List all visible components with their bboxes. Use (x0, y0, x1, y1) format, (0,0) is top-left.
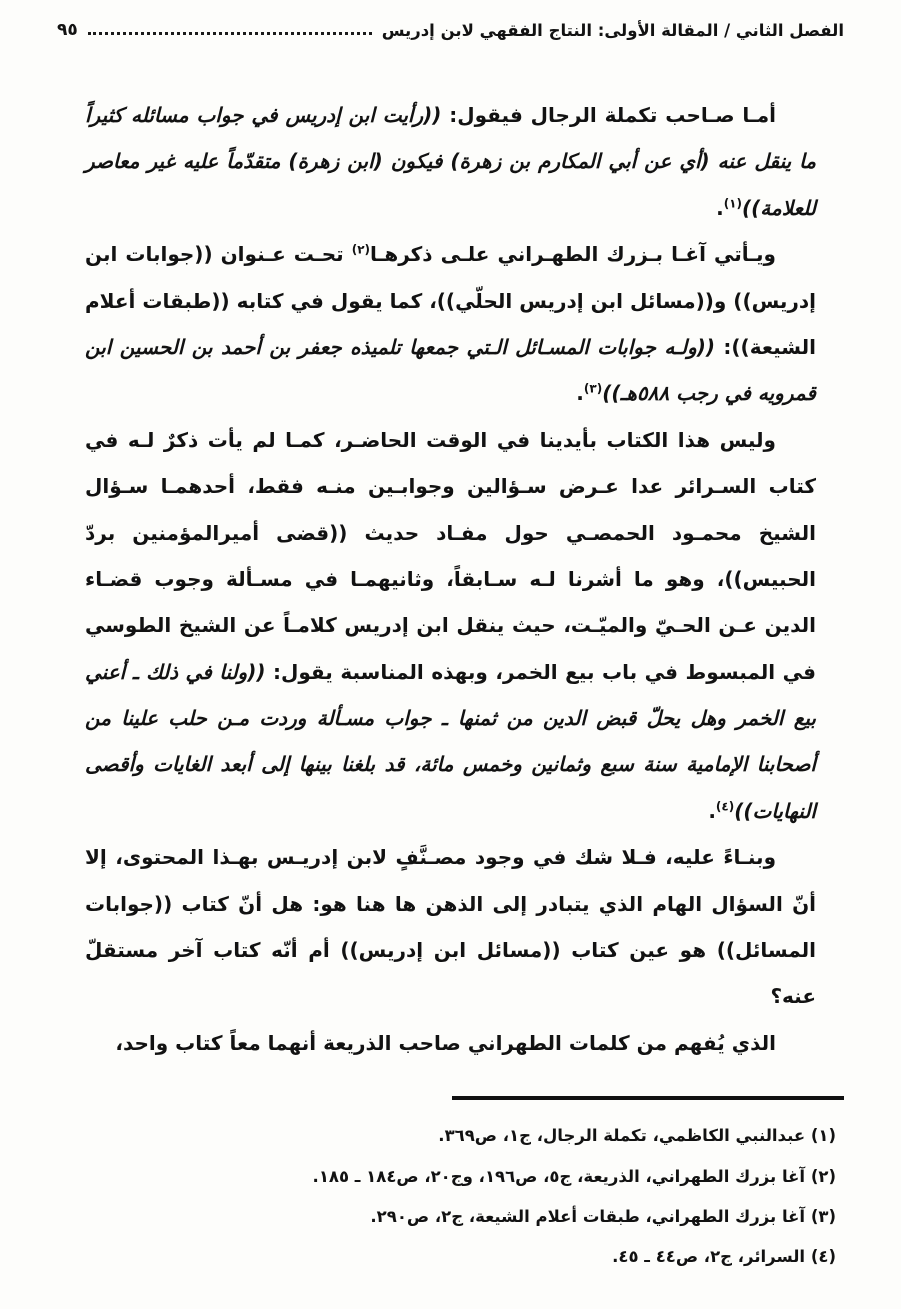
text-run: الذي يُفهم من كلمات الطهراني صاحب الذريعة أنهما معاً كتاب واحد، (115, 1030, 776, 1055)
running-header (57, 20, 844, 40)
text-run: أمـا صـاحب تكملة الرجال فيقول: (441, 103, 776, 127)
footnote-item: (١) عبدالنبي الكاظمي، تكملة الرجال، ج١، ص٣٦٩. (438, 1126, 836, 1146)
text-run: . (576, 381, 584, 406)
text-run: . (708, 798, 716, 823)
body-text (57, 92, 844, 1066)
paragraph (85, 231, 816, 417)
paragraph (85, 834, 816, 1020)
page-number: ٩٥ (57, 20, 78, 40)
footnote-item: (٣) آغا بزرك الطهراني، طبقات أعلام الشيعة، ج٢، ص٢٩٠. (370, 1207, 836, 1227)
paragraph (85, 1020, 816, 1066)
text-run: ((رأيت ابن إدريس في جواب مسائله كثيراً ما ينقل عنه (أي عن أبي المكارم بن زهرة) فيكون (ابن زهرة) متقدّماً عليه غير معاصر للعلامة)) (85, 103, 816, 220)
paragraph (85, 417, 816, 835)
text-run: . (716, 195, 724, 220)
text-run: وبنـاءً عليه، فـلا شك في وجود مصـنَّفٍ لابن إدريـس بهـذا المحتوى، إلا أنّ السؤال الهام الذي يتبادر إلى الذهن ها هنا هو: هل أنّ كتاب ((جوابات المسائل)) هو عين كتاب ((مسائل ابن إدريس)) أم أنّه كتاب آخر مستقلّ عنه؟ (85, 845, 816, 1009)
footnote-marker: (٣) (583, 381, 603, 396)
text-run: تحـت عـنوان ((جوابات ابن إدريس)) و((مسائل ابن إدريس الحلّي))، كما يقول في كتابه ((طبقات أعلام الشيعة)): (85, 242, 816, 359)
paragraph (85, 92, 816, 231)
footnote-item: (٤) السرائر، ج٢، ص٤٤ ـ ٤٥. (612, 1247, 836, 1267)
footnote-separator (452, 1096, 844, 1100)
text-run: ((ولنا في ذلك ـ أعني بيع الخمر وهل يحلّ قبض الدين من ثمنها ـ جواب مسـألة وردت مـن حلب علينا من أصحابنا الإمامية سنة سبع وثمانين وخمس مائة، قد بلغنا بينها إلى أبعد الغايات وأقصى النهايات)) (85, 659, 816, 823)
footnote-marker: (٢) (351, 242, 370, 257)
footnotes (57, 1116, 844, 1278)
footnote-marker: (٤) (715, 799, 735, 814)
dotted-leader (88, 31, 372, 35)
text-run: ((ولـه جوابات المسـائل الـتي جمعها تلميذه جعفر بن أحمد بن الحسين ابن قمرويه في رجب ٥٨٨هـ)) (85, 334, 816, 406)
text-run: ويـأتي آغـا بـزرك الطهـراني علـى ذكرهـا (370, 242, 776, 267)
text-run: وليس هذا الكتاب بأيدينا في الوقت الحاضـر، كمـا لم يأت ذكرٌ لـه في كتاب السـرائر عدا عـرض سـؤالين وجوابـين منـه فقط، أحدهمـا سـؤال الشيخ محمـود الحمصـي حول مفـاد حديث ((قضى أميرالمؤمنين بردّ الحبيس))، وهو ما أشرنا لـه سـابقاً، وثانيهمـا في مسـألة وجوب قضـاء الدين عـن الحـيّ والميّـت، حيث ينقل ابن إدريس كلامـاً عن الشيخ الطوسي في المبسوط في باب بيع الخمر، وبهذه المناسبة يقول: (85, 427, 817, 684)
footnote-item: (٢) آغا بزرك الطهراني، الذريعة، ج٥، ص١٩٦، وج٢٠، ص١٨٤ ـ ١٨٥. (312, 1166, 836, 1186)
chapter-title: الفصل الثاني / المقالة الأولى: النتاج الفقهي لابن إدريس (381, 21, 844, 40)
footnote-marker: (١) (723, 196, 742, 211)
